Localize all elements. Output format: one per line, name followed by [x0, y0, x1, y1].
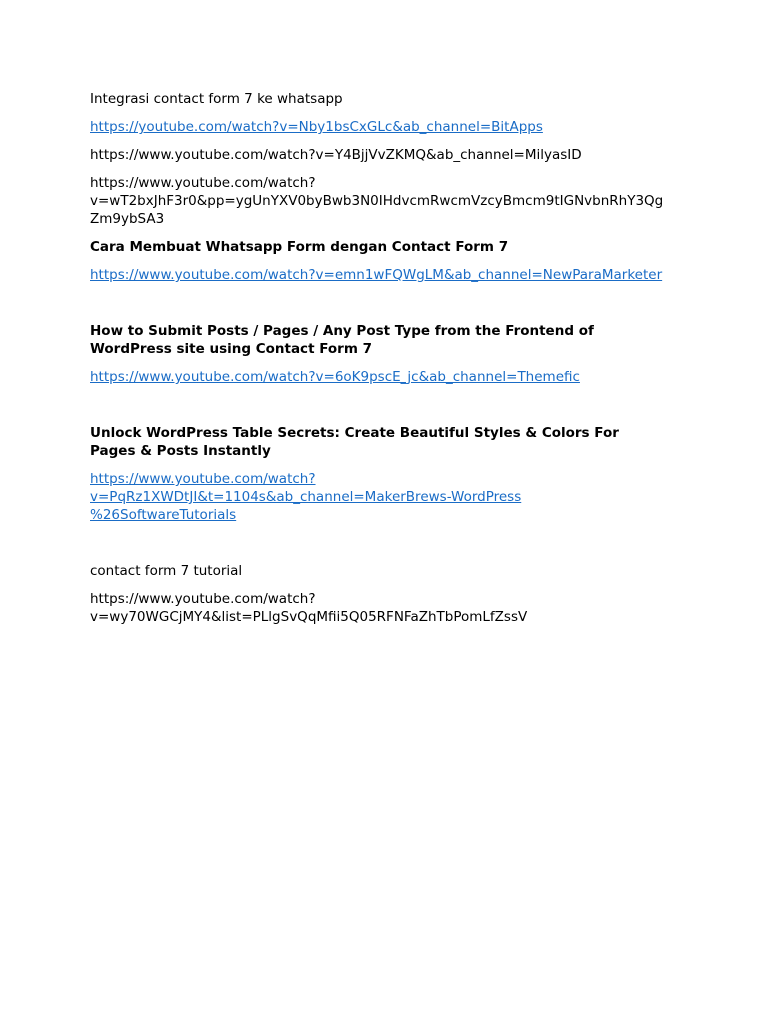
link-themefic[interactable]: https://www.youtube.com/watch?v=6oK9pscE_jc&ab_channel=Themefic	[90, 369, 580, 385]
link-makerbrews-line1: https://www.youtube.com/watch?	[90, 471, 316, 487]
url-playlist-line1: https://www.youtube.com/watch?	[90, 591, 316, 607]
heading-submit-posts	[90, 322, 680, 358]
heading-submit-posts-line1: How to Submit Posts / Pages / Any Post Type from the Frontend of	[90, 323, 594, 339]
heading-table-secrets-line2: Pages & Posts Instantly	[90, 443, 271, 459]
link-makerbrews-line2: v=PqRz1XWDtJI&t=1104s&ab_channel=MakerBrews-WordPress	[90, 489, 522, 505]
url-wt2bx-line1: https://www.youtube.com/watch?	[90, 175, 316, 191]
link-newparamarketer-paragraph	[90, 266, 680, 284]
heading-whatsapp-form-text: Cara Membuat Whatsapp Form dengan Contact Form 7	[90, 239, 509, 255]
link-makerbrews[interactable]	[90, 471, 521, 523]
heading-whatsapp-form	[90, 238, 680, 256]
document-page	[90, 90, 680, 626]
link-newparamarketer[interactable]: https://www.youtube.com/watch?v=emn1wFQWgLM&ab_channel=NewParaMarketer	[90, 267, 663, 283]
paragraph-title	[90, 90, 680, 108]
paragraph-tutorial-text: contact form 7 tutorial	[90, 563, 243, 579]
link-bitapps-paragraph	[90, 118, 680, 136]
heading-table-secrets	[90, 424, 680, 460]
url-milyasid	[90, 146, 680, 164]
link-bitapps[interactable]: https://youtube.com/watch?v=Nby1bsCxGLc&ab_channel=BitApps	[90, 119, 543, 135]
paragraph-title-text: Integrasi contact form 7 ke whatsapp	[90, 91, 343, 107]
link-makerbrews-line3: %26SoftwareTutorials	[90, 507, 237, 523]
heading-submit-posts-line2: WordPress site using Contact Form 7	[90, 341, 372, 357]
heading-table-secrets-line1: Unlock WordPress Table Secrets: Create Beautiful Styles & Colors For	[90, 425, 619, 441]
url-wt2bx-line3: Zm9ybSA3	[90, 211, 165, 227]
paragraph-tutorial	[90, 562, 680, 580]
url-wt2bx-line2: v=wT2bxJhF3r0&pp=ygUnYXV0byBwb3N0IHdvcmRwcmVzcyBmcm9tIGNvbnRhY3Qg	[90, 193, 664, 209]
url-playlist-line2: v=wy70WGCjMY4&list=PLlgSvQqMfii5Q05RFNFaZhTbPomLfZssV	[90, 609, 528, 625]
url-wt2bx	[90, 174, 680, 228]
url-milyasid-text: https://www.youtube.com/watch?v=Y4BjjVvZKMQ&ab_channel=MilyasID	[90, 147, 582, 163]
link-themefic-paragraph	[90, 368, 680, 386]
url-playlist	[90, 590, 680, 626]
link-makerbrews-paragraph	[90, 470, 680, 524]
